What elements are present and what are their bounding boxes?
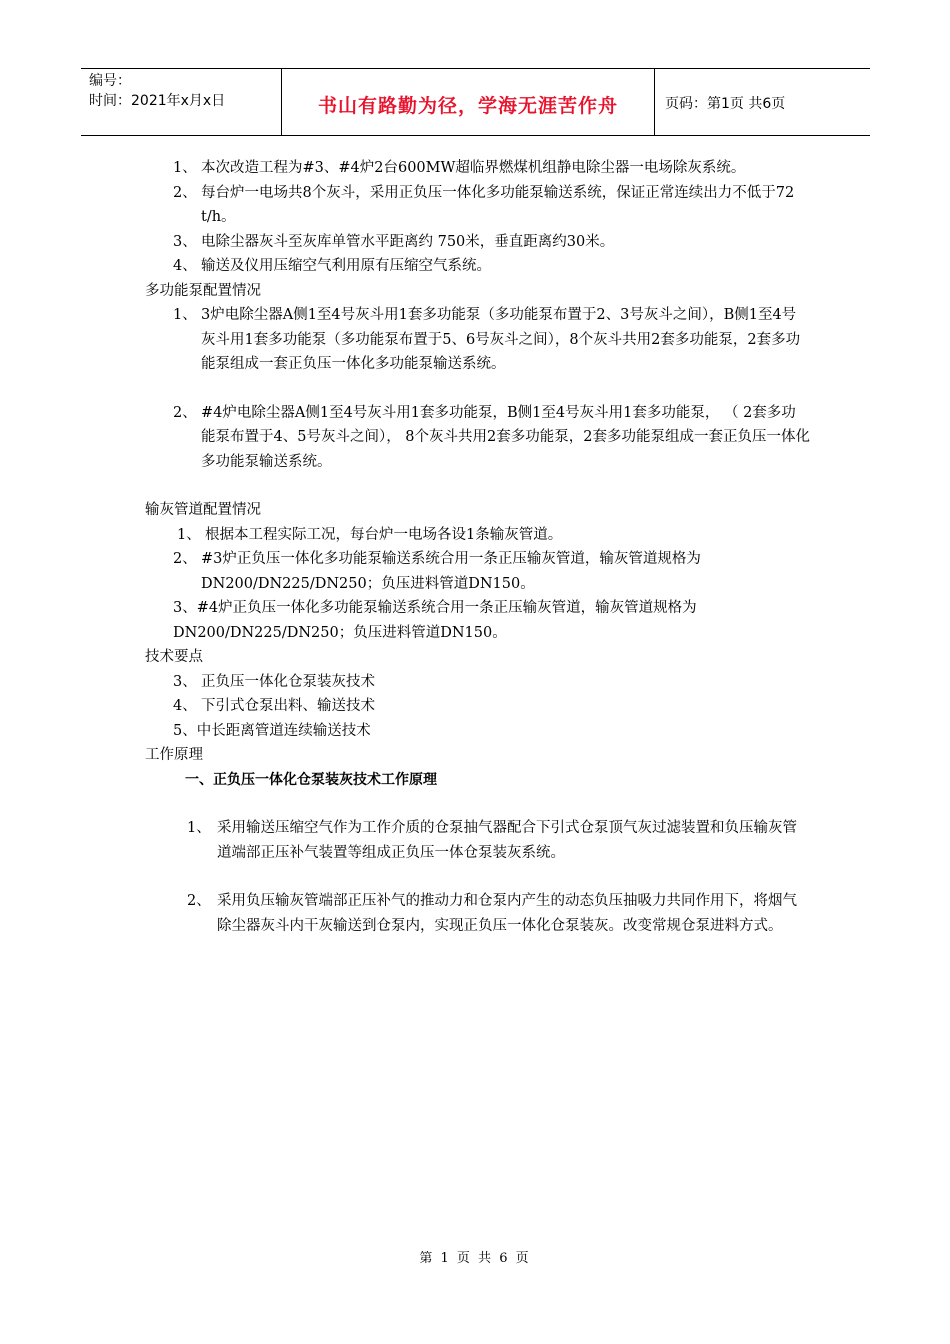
list-item	[145, 230, 810, 255]
list-item	[145, 401, 810, 475]
item-text: 本次改造工程为#3、#4炉2台600MW超临界燃煤机组静电除尘器一电场除灰系统。	[201, 160, 746, 176]
item-number: 4、	[173, 698, 197, 714]
item-text: 正负压一体化仓泵装灰技术	[201, 673, 375, 690]
section-heading: 工作原理	[145, 747, 203, 763]
item-text: 下引式仓泵出料、输送技术	[201, 698, 375, 714]
section-heading: 输灰管道配置情况	[145, 502, 261, 518]
list-item	[145, 156, 810, 181]
list-item	[145, 670, 810, 695]
item-number: 1、	[173, 160, 197, 176]
item-text: 根据本工程实际工况，每台炉一电场各设1条输灰管道。	[205, 526, 563, 543]
item-number: 1、	[187, 820, 211, 836]
header-page-cell	[655, 69, 870, 135]
list-item	[145, 254, 810, 279]
document-body	[145, 156, 810, 938]
list-item: 5、中长距离管道连续输送技术	[173, 722, 371, 739]
item-number: 2、	[173, 404, 197, 421]
item-number: 1、	[173, 307, 197, 323]
item-number: 2、	[173, 184, 197, 201]
item-text: 输送及仪用压缩空气利用原有压缩空气系统。	[201, 258, 491, 274]
item-number: 4、	[173, 258, 197, 274]
subsection-heading: 一、正负压一体化仓泵装灰技术工作原理	[185, 771, 437, 788]
item-text: #3炉正负压一体化多功能泵输送系统合用一条正压输灰管道，输灰管道规格为DN200/DN225/DN250；负压进料管道DN150。	[201, 551, 701, 592]
page-label: 页码：第1页 共6页	[665, 96, 786, 112]
item-text: 采用输送压缩空气作为工作介质的仓泵抽气器配合下引式仓泵顶气灰过滤装置和负压输灰管道端部正压补气装置等组成正负压一体仓泵装灰系统。	[217, 820, 797, 861]
header-info-cell	[81, 69, 282, 135]
item-text: 3炉电除尘器A侧1至4号灰斗用1套多功能泵（多功能泵布置于2、3号灰斗之间），B侧1至4号灰斗用1套多功能泵（多功能泵布置于5、6号灰斗之间），8个灰斗共用2套多功能泵，2套多功能泵组成一套正负压一体化多功能泵输送系统。	[201, 307, 801, 372]
item-text: 每台炉一电场共8个灰斗，采用正负压一体化多功能泵输送系统，保证正常连续出力不低于72 t/h。	[201, 184, 795, 225]
item-number: 3、	[173, 673, 197, 690]
section-heading: 多功能泵配置情况	[145, 282, 261, 299]
item-number: 3、	[173, 233, 197, 250]
list-item	[145, 523, 810, 548]
list-item	[145, 181, 810, 230]
list-item: 3、#4炉正负压一体化多功能泵输送系统合用一条正压输灰管道，输灰管道规格为DN200/DN225/DN250；负压进料管道DN150。	[173, 600, 697, 641]
list-item	[145, 303, 810, 377]
code-label: 编号：	[89, 73, 131, 89]
item-number: 2、	[187, 893, 211, 909]
document-header	[81, 68, 870, 136]
list-item	[145, 816, 810, 865]
item-text: #4炉电除尘器A侧1至4号灰斗用1套多功能泵，B侧1至4号灰斗用1套多功能泵， （ 2套多功能泵布置于4、5号灰斗之间）， 8个灰斗共用2套多功能泵，2套多功能泵组成一套正负压一体化多功能泵输送系统。	[201, 404, 810, 470]
list-item	[145, 694, 810, 719]
list-item	[145, 547, 810, 596]
time-label: 时间：2021年x月x日	[89, 93, 226, 109]
list-item	[145, 889, 810, 938]
header-motto-cell	[282, 69, 655, 135]
motto-text: 书山有路勤为径，学海无涯苦作舟	[317, 95, 618, 117]
page-footer: 第 1 页 共 6 页	[419, 1251, 531, 1266]
section-heading: 技术要点	[145, 649, 203, 665]
item-text: 电除尘器灰斗至灰库单管水平距离约 750米，垂直距离约30米。	[201, 233, 615, 250]
item-number: 2、	[173, 551, 197, 567]
item-text: 采用负压输灰管端部正压补气的推动力和仓泵内产生的动态负压抽吸力共同作用下，将烟气除尘器灰斗内干灰输送到仓泵内，实现正负压一体化仓泵装灰。改变常规仓泵进料方式。	[217, 893, 797, 934]
item-number: 1、	[177, 526, 201, 543]
